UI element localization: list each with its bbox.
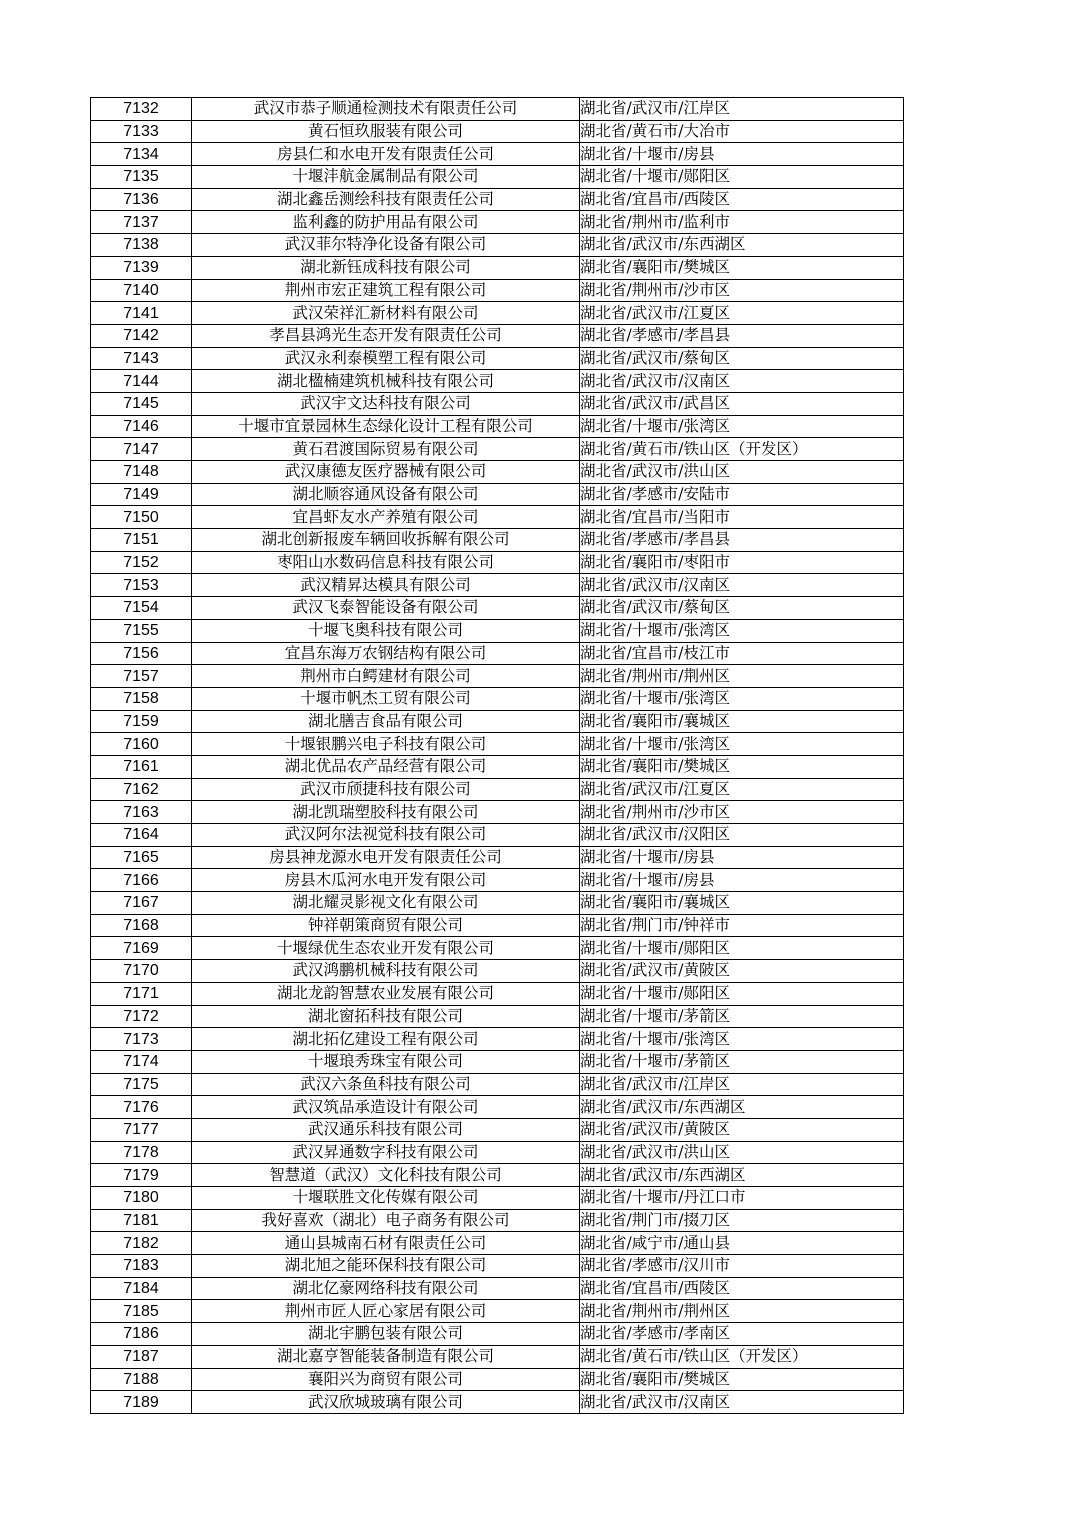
company-region: 湖北省/武汉市/黄陂区 <box>580 1118 904 1141</box>
table-row <box>91 937 904 960</box>
row-number: 7150 <box>91 506 192 529</box>
table-row <box>91 914 904 937</box>
table-row <box>91 733 904 756</box>
company-region: 湖北省/黄石市/铁山区（开发区） <box>580 1345 904 1368</box>
table-row <box>91 347 904 370</box>
table-row <box>91 1345 904 1368</box>
company-name: 荆州市白鳄建材有限公司 <box>192 665 580 688</box>
row-number: 7146 <box>91 415 192 438</box>
table-body <box>91 98 904 1414</box>
company-region: 湖北省/十堰市/郧阳区 <box>580 937 904 960</box>
row-number: 7155 <box>91 619 192 642</box>
company-name: 智慧道（武汉）文化科技有限公司 <box>192 1164 580 1187</box>
company-name: 十堰市宜景园林生态绿化设计工程有限公司 <box>192 415 580 438</box>
row-number: 7160 <box>91 733 192 756</box>
company-region: 湖北省/武汉市/汉阳区 <box>580 824 904 847</box>
row-number: 7179 <box>91 1164 192 1187</box>
row-number: 7171 <box>91 982 192 1005</box>
table-row <box>91 710 904 733</box>
table-row <box>91 1164 904 1187</box>
company-region: 湖北省/十堰市/丹江口市 <box>580 1187 904 1210</box>
company-name: 武汉宇文达科技有限公司 <box>192 392 580 415</box>
table-row <box>91 1232 904 1255</box>
company-region: 湖北省/襄阳市/襄城区 <box>580 892 904 915</box>
company-region: 湖北省/襄阳市/枣阳市 <box>580 551 904 574</box>
table-row <box>91 279 904 302</box>
company-name: 武汉筑品承造设计有限公司 <box>192 1096 580 1119</box>
table-row <box>91 892 904 915</box>
company-region: 湖北省/荆州市/荆州区 <box>580 665 904 688</box>
company-region: 湖北省/襄阳市/襄城区 <box>580 710 904 733</box>
row-number: 7176 <box>91 1096 192 1119</box>
row-number: 7188 <box>91 1368 192 1391</box>
row-number: 7163 <box>91 801 192 824</box>
company-name: 湖北顺容通风设备有限公司 <box>192 483 580 506</box>
table-row <box>91 438 904 461</box>
company-region: 湖北省/荆州市/沙市区 <box>580 279 904 302</box>
company-name: 武汉欣城玻璃有限公司 <box>192 1391 580 1414</box>
table-row <box>91 1141 904 1164</box>
company-name: 湖北嘉亨智能装备制造有限公司 <box>192 1345 580 1368</box>
row-number: 7135 <box>91 166 192 189</box>
row-number: 7143 <box>91 347 192 370</box>
row-number: 7174 <box>91 1050 192 1073</box>
table-row <box>91 415 904 438</box>
table-row <box>91 1028 904 1051</box>
row-number: 7166 <box>91 869 192 892</box>
company-region: 湖北省/十堰市/房县 <box>580 869 904 892</box>
table-row <box>91 324 904 347</box>
table-row <box>91 869 904 892</box>
table-row <box>91 1300 904 1323</box>
row-number: 7187 <box>91 1345 192 1368</box>
company-name: 黄石恒玖服装有限公司 <box>192 120 580 143</box>
row-number: 7144 <box>91 370 192 393</box>
row-number: 7151 <box>91 529 192 552</box>
company-name: 宜昌虾友水产养殖有限公司 <box>192 506 580 529</box>
table-row <box>91 256 904 279</box>
company-region: 湖北省/武汉市/洪山区 <box>580 461 904 484</box>
row-number: 7145 <box>91 392 192 415</box>
row-number: 7172 <box>91 1005 192 1028</box>
company-name: 武汉荣祥汇新材料有限公司 <box>192 302 580 325</box>
company-region: 湖北省/黄石市/铁山区（开发区） <box>580 438 904 461</box>
company-region: 湖北省/武汉市/东西湖区 <box>580 234 904 257</box>
company-region: 湖北省/十堰市/茅箭区 <box>580 1005 904 1028</box>
company-region: 湖北省/武汉市/汉南区 <box>580 574 904 597</box>
row-number: 7156 <box>91 642 192 665</box>
table-row <box>91 1323 904 1346</box>
table-row <box>91 960 904 983</box>
company-name: 湖北窗拓科技有限公司 <box>192 1005 580 1028</box>
row-number: 7180 <box>91 1187 192 1210</box>
company-name: 湖北凯瑞塑胶科技有限公司 <box>192 801 580 824</box>
company-name: 荆州市匠人匠心家居有限公司 <box>192 1300 580 1323</box>
company-name: 通山县城南石材有限责任公司 <box>192 1232 580 1255</box>
table-row <box>91 755 904 778</box>
row-number: 7185 <box>91 1300 192 1323</box>
table-row <box>91 642 904 665</box>
row-number: 7142 <box>91 324 192 347</box>
company-name: 襄阳兴为商贸有限公司 <box>192 1368 580 1391</box>
company-region: 湖北省/武汉市/汉南区 <box>580 1391 904 1414</box>
company-region: 湖北省/襄阳市/樊城区 <box>580 256 904 279</box>
row-number: 7182 <box>91 1232 192 1255</box>
company-region: 湖北省/武汉市/江夏区 <box>580 302 904 325</box>
company-name: 湖北耀灵影视文化有限公司 <box>192 892 580 915</box>
company-region: 湖北省/孝感市/孝昌县 <box>580 324 904 347</box>
company-name: 武汉通乐科技有限公司 <box>192 1118 580 1141</box>
company-name: 房县木瓜河水电开发有限公司 <box>192 869 580 892</box>
company-region: 湖北省/十堰市/张湾区 <box>580 687 904 710</box>
company-region: 湖北省/孝感市/汉川市 <box>580 1255 904 1278</box>
company-name: 孝昌县鸿光生态开发有限责任公司 <box>192 324 580 347</box>
company-name: 黄石君渡国际贸易有限公司 <box>192 438 580 461</box>
company-region: 湖北省/武汉市/东西湖区 <box>580 1164 904 1187</box>
row-number: 7183 <box>91 1255 192 1278</box>
company-region: 湖北省/武汉市/汉南区 <box>580 370 904 393</box>
company-region: 湖北省/武汉市/洪山区 <box>580 1141 904 1164</box>
company-name: 湖北宇鹏包装有限公司 <box>192 1323 580 1346</box>
table-row <box>91 1005 904 1028</box>
table-row <box>91 1096 904 1119</box>
company-region: 湖北省/十堰市/郧阳区 <box>580 166 904 189</box>
company-region: 湖北省/十堰市/张湾区 <box>580 1028 904 1051</box>
table-row <box>91 166 904 189</box>
company-name: 武汉永利泰模塑工程有限公司 <box>192 347 580 370</box>
company-region: 湖北省/宜昌市/西陵区 <box>580 188 904 211</box>
row-number: 7189 <box>91 1391 192 1414</box>
table-row <box>91 1118 904 1141</box>
company-region: 湖北省/咸宁市/通山县 <box>580 1232 904 1255</box>
table-row <box>91 778 904 801</box>
company-region: 湖北省/十堰市/房县 <box>580 143 904 166</box>
company-name: 湖北膳吉食品有限公司 <box>192 710 580 733</box>
row-number: 7173 <box>91 1028 192 1051</box>
company-region: 湖北省/十堰市/郧阳区 <box>580 982 904 1005</box>
company-region: 湖北省/武汉市/武昌区 <box>580 392 904 415</box>
company-name: 十堰飞奥科技有限公司 <box>192 619 580 642</box>
table-row <box>91 234 904 257</box>
company-region: 湖北省/武汉市/黄陂区 <box>580 960 904 983</box>
table-row <box>91 143 904 166</box>
company-region: 湖北省/荆州市/监利市 <box>580 211 904 234</box>
table-row <box>91 801 904 824</box>
company-region: 湖北省/襄阳市/樊城区 <box>580 755 904 778</box>
row-number: 7132 <box>91 98 192 121</box>
table-row <box>91 461 904 484</box>
company-region: 湖北省/武汉市/江岸区 <box>580 98 904 121</box>
company-region: 湖北省/襄阳市/樊城区 <box>580 1368 904 1391</box>
company-region: 湖北省/十堰市/房县 <box>580 846 904 869</box>
table-row <box>91 619 904 642</box>
company-region: 湖北省/武汉市/江夏区 <box>580 778 904 801</box>
table-row <box>91 597 904 620</box>
table-row <box>91 846 904 869</box>
company-name: 十堰琅秀珠宝有限公司 <box>192 1050 580 1073</box>
row-number: 7175 <box>91 1073 192 1096</box>
company-name: 武汉阿尔法视觉科技有限公司 <box>192 824 580 847</box>
company-region: 湖北省/武汉市/蔡甸区 <box>580 347 904 370</box>
table-row <box>91 1187 904 1210</box>
row-number: 7153 <box>91 574 192 597</box>
company-name: 监利鑫的防护用品有限公司 <box>192 211 580 234</box>
company-name: 武汉市恭子顺通检测技术有限责任公司 <box>192 98 580 121</box>
company-name: 宜昌东海万农钢结构有限公司 <box>192 642 580 665</box>
row-number: 7138 <box>91 234 192 257</box>
table-row <box>91 211 904 234</box>
company-region: 湖北省/宜昌市/西陵区 <box>580 1277 904 1300</box>
table-row <box>91 370 904 393</box>
company-name: 十堰市帆杰工贸有限公司 <box>192 687 580 710</box>
company-name: 枣阳山水数码信息科技有限公司 <box>192 551 580 574</box>
row-number: 7170 <box>91 960 192 983</box>
company-region: 湖北省/孝感市/安陆市 <box>580 483 904 506</box>
company-name: 十堰沣航金属制品有限公司 <box>192 166 580 189</box>
company-list-table <box>90 97 904 1414</box>
row-number: 7137 <box>91 211 192 234</box>
company-name: 房县仁和水电开发有限责任公司 <box>192 143 580 166</box>
table-row <box>91 506 904 529</box>
row-number: 7181 <box>91 1209 192 1232</box>
row-number: 7141 <box>91 302 192 325</box>
row-number: 7184 <box>91 1277 192 1300</box>
row-number: 7139 <box>91 256 192 279</box>
table-row <box>91 665 904 688</box>
company-name: 钟祥朝策商贸有限公司 <box>192 914 580 937</box>
table-row <box>91 1050 904 1073</box>
company-region: 湖北省/十堰市/张湾区 <box>580 619 904 642</box>
company-name: 十堰联胜文化传媒有限公司 <box>192 1187 580 1210</box>
company-name: 湖北亿豪网络科技有限公司 <box>192 1277 580 1300</box>
row-number: 7136 <box>91 188 192 211</box>
company-name: 武汉菲尔特净化设备有限公司 <box>192 234 580 257</box>
company-region: 湖北省/荆州市/沙市区 <box>580 801 904 824</box>
company-name: 湖北龙韵智慧农业发展有限公司 <box>192 982 580 1005</box>
company-name: 武汉康德友医疗器械有限公司 <box>192 461 580 484</box>
row-number: 7158 <box>91 687 192 710</box>
company-name: 武汉昇通数字科技有限公司 <box>192 1141 580 1164</box>
table-row <box>91 824 904 847</box>
company-region: 湖北省/宜昌市/当阳市 <box>580 506 904 529</box>
table-row <box>91 1073 904 1096</box>
row-number: 7167 <box>91 892 192 915</box>
table-row <box>91 529 904 552</box>
company-name: 湖北楹楠建筑机械科技有限公司 <box>192 370 580 393</box>
company-region: 湖北省/孝感市/孝南区 <box>580 1323 904 1346</box>
table-row <box>91 1209 904 1232</box>
row-number: 7133 <box>91 120 192 143</box>
company-name: 湖北拓亿建设工程有限公司 <box>192 1028 580 1051</box>
company-region: 湖北省/荆州市/荆州区 <box>580 1300 904 1323</box>
row-number: 7164 <box>91 824 192 847</box>
table-row <box>91 1255 904 1278</box>
company-name: 湖北鑫岳测绘科技有限责任公司 <box>192 188 580 211</box>
company-name: 湖北新钰成科技有限公司 <box>192 256 580 279</box>
company-region: 湖北省/十堰市/张湾区 <box>580 415 904 438</box>
row-number: 7149 <box>91 483 192 506</box>
company-name: 武汉飞泰智能设备有限公司 <box>192 597 580 620</box>
company-region: 湖北省/武汉市/江岸区 <box>580 1073 904 1096</box>
row-number: 7161 <box>91 755 192 778</box>
row-number: 7134 <box>91 143 192 166</box>
company-region: 湖北省/黄石市/大冶市 <box>580 120 904 143</box>
table-row <box>91 982 904 1005</box>
table-row <box>91 483 904 506</box>
row-number: 7159 <box>91 710 192 733</box>
company-name: 荆州市宏正建筑工程有限公司 <box>192 279 580 302</box>
row-number: 7186 <box>91 1323 192 1346</box>
company-region: 湖北省/十堰市/茅箭区 <box>580 1050 904 1073</box>
table-row <box>91 392 904 415</box>
table-row <box>91 1277 904 1300</box>
company-name: 湖北优品农产品经营有限公司 <box>192 755 580 778</box>
table-row <box>91 1391 904 1414</box>
row-number: 7177 <box>91 1118 192 1141</box>
company-region: 湖北省/武汉市/蔡甸区 <box>580 597 904 620</box>
table-row <box>91 574 904 597</box>
table-row <box>91 687 904 710</box>
company-name: 房县神龙源水电开发有限责任公司 <box>192 846 580 869</box>
company-region: 湖北省/荆门市/掇刀区 <box>580 1209 904 1232</box>
row-number: 7157 <box>91 665 192 688</box>
row-number: 7169 <box>91 937 192 960</box>
row-number: 7152 <box>91 551 192 574</box>
company-name: 十堰绿优生态农业开发有限公司 <box>192 937 580 960</box>
row-number: 7178 <box>91 1141 192 1164</box>
company-name: 武汉精昇达模具有限公司 <box>192 574 580 597</box>
company-region: 湖北省/武汉市/东西湖区 <box>580 1096 904 1119</box>
table-row <box>91 188 904 211</box>
table-row <box>91 120 904 143</box>
company-region: 湖北省/宜昌市/枝江市 <box>580 642 904 665</box>
row-number: 7162 <box>91 778 192 801</box>
row-number: 7140 <box>91 279 192 302</box>
row-number: 7147 <box>91 438 192 461</box>
company-name: 湖北旭之能环保科技有限公司 <box>192 1255 580 1278</box>
row-number: 7168 <box>91 914 192 937</box>
company-name: 十堰银鹏兴电子科技有限公司 <box>192 733 580 756</box>
company-name: 武汉市颀捷科技有限公司 <box>192 778 580 801</box>
company-region: 湖北省/荆门市/钟祥市 <box>580 914 904 937</box>
company-region: 湖北省/十堰市/张湾区 <box>580 733 904 756</box>
row-number: 7154 <box>91 597 192 620</box>
company-name: 我好喜欢（湖北）电子商务有限公司 <box>192 1209 580 1232</box>
company-name: 武汉鸿鹏机械科技有限公司 <box>192 960 580 983</box>
row-number: 7165 <box>91 846 192 869</box>
row-number: 7148 <box>91 461 192 484</box>
table-row <box>91 98 904 121</box>
company-name: 湖北创新报废车辆回收拆解有限公司 <box>192 529 580 552</box>
company-region: 湖北省/孝感市/孝昌县 <box>580 529 904 552</box>
company-name: 武汉六条鱼科技有限公司 <box>192 1073 580 1096</box>
table-row <box>91 551 904 574</box>
table-row <box>91 1368 904 1391</box>
table-row <box>91 302 904 325</box>
